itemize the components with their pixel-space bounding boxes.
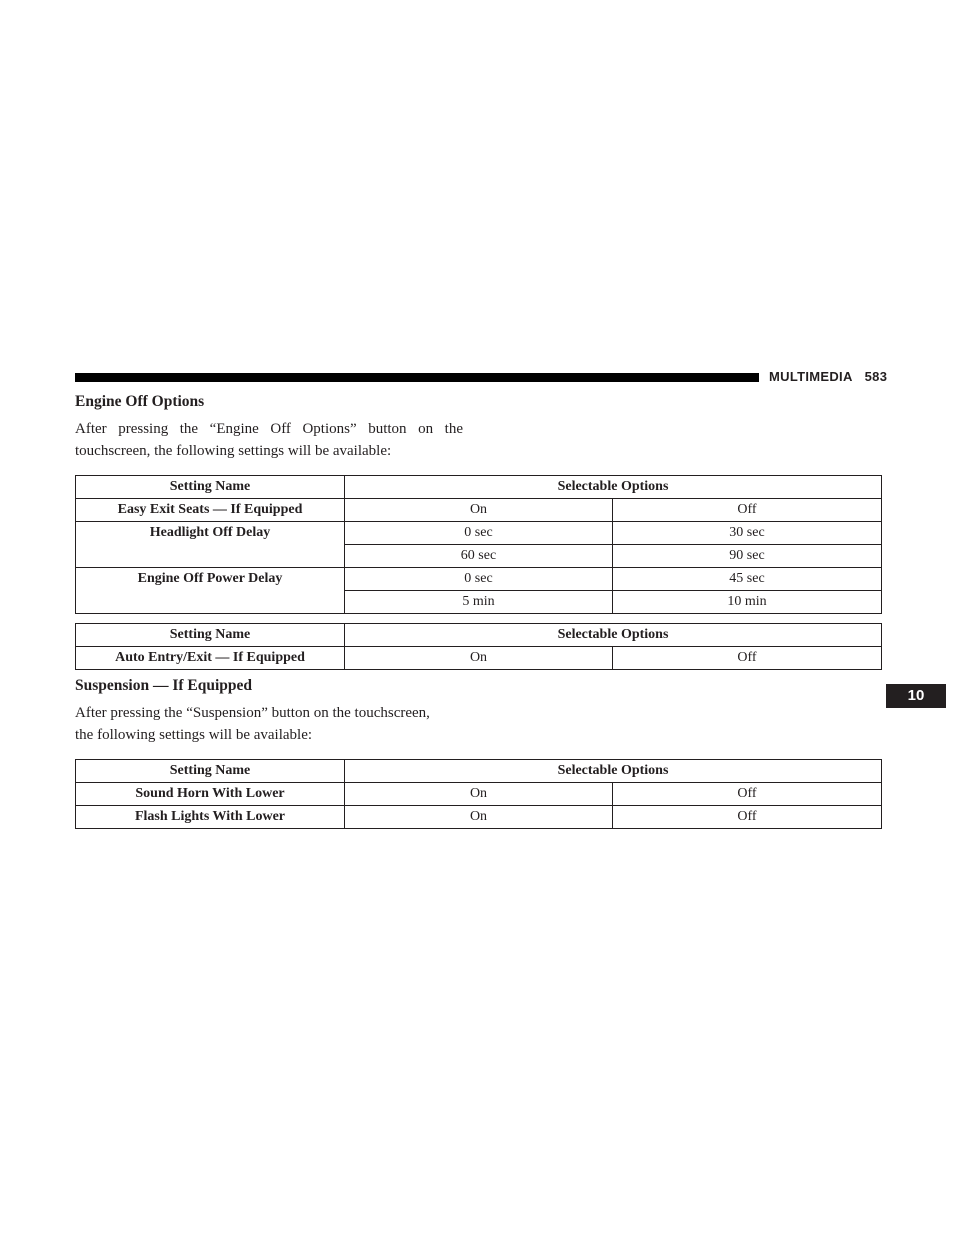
table-row xyxy=(76,647,882,670)
col-selectable-options: Selectable Options xyxy=(345,760,882,783)
table-row xyxy=(76,499,882,522)
option-value: 30 sec xyxy=(613,522,882,545)
table-header-row xyxy=(76,624,882,647)
setting-name: Auto Entry/Exit — If Equipped xyxy=(76,647,345,670)
setting-name: Headlight Off Delay xyxy=(76,522,345,568)
auto-entry-table xyxy=(75,623,882,670)
option-value: 90 sec xyxy=(613,545,882,568)
option-value: Off xyxy=(613,783,882,806)
suspension-intro-line2: the following settings will be available: xyxy=(75,727,313,743)
table-row xyxy=(76,568,882,591)
option-value: Off xyxy=(613,647,882,670)
table-header-row xyxy=(76,760,882,783)
header-rule xyxy=(75,373,759,382)
col-setting-name: Setting Name xyxy=(76,760,345,783)
option-value: On xyxy=(345,806,613,829)
setting-name: Engine Off Power Delay xyxy=(76,568,345,614)
table-row xyxy=(76,783,882,806)
table-row xyxy=(76,522,882,545)
engine-off-intro: After pressing the “Engine Off Options” button on the touchscreen, the following settings will be available: xyxy=(75,421,463,459)
suspension-intro xyxy=(75,702,495,746)
col-setting-name: Setting Name xyxy=(76,476,345,499)
option-value: On xyxy=(345,783,613,806)
option-value: Off xyxy=(613,499,882,522)
option-value: 60 sec xyxy=(345,545,613,568)
chapter-tab: 10 xyxy=(886,684,946,708)
option-value: 0 sec xyxy=(345,522,613,545)
col-selectable-options: Selectable Options xyxy=(345,624,882,647)
suspension-title: Suspension — If Equipped xyxy=(75,677,253,694)
option-value: On xyxy=(345,499,613,522)
page-number: 583 xyxy=(864,369,888,384)
option-value: 0 sec xyxy=(345,568,613,591)
engine-off-table xyxy=(75,475,882,614)
running-header xyxy=(769,368,887,386)
setting-name: Easy Exit Seats — If Equipped xyxy=(76,499,345,522)
engine-off-title: Engine Off Options xyxy=(75,393,205,410)
option-value: 10 min xyxy=(613,591,882,614)
suspension-intro-line1: After pressing the “Suspension” button on the touchscreen, xyxy=(75,705,430,721)
option-value: 5 min xyxy=(345,591,613,614)
col-selectable-options: Selectable Options xyxy=(345,476,882,499)
table-header-row xyxy=(76,476,882,499)
option-value: On xyxy=(345,647,613,670)
table-row xyxy=(76,806,882,829)
setting-name: Flash Lights With Lower xyxy=(76,806,345,829)
suspension-table xyxy=(75,759,882,829)
header-section: MULTIMEDIA xyxy=(769,369,853,384)
setting-name: Sound Horn With Lower xyxy=(76,783,345,806)
option-value: 45 sec xyxy=(613,568,882,591)
col-setting-name: Setting Name xyxy=(76,624,345,647)
option-value: Off xyxy=(613,806,882,829)
